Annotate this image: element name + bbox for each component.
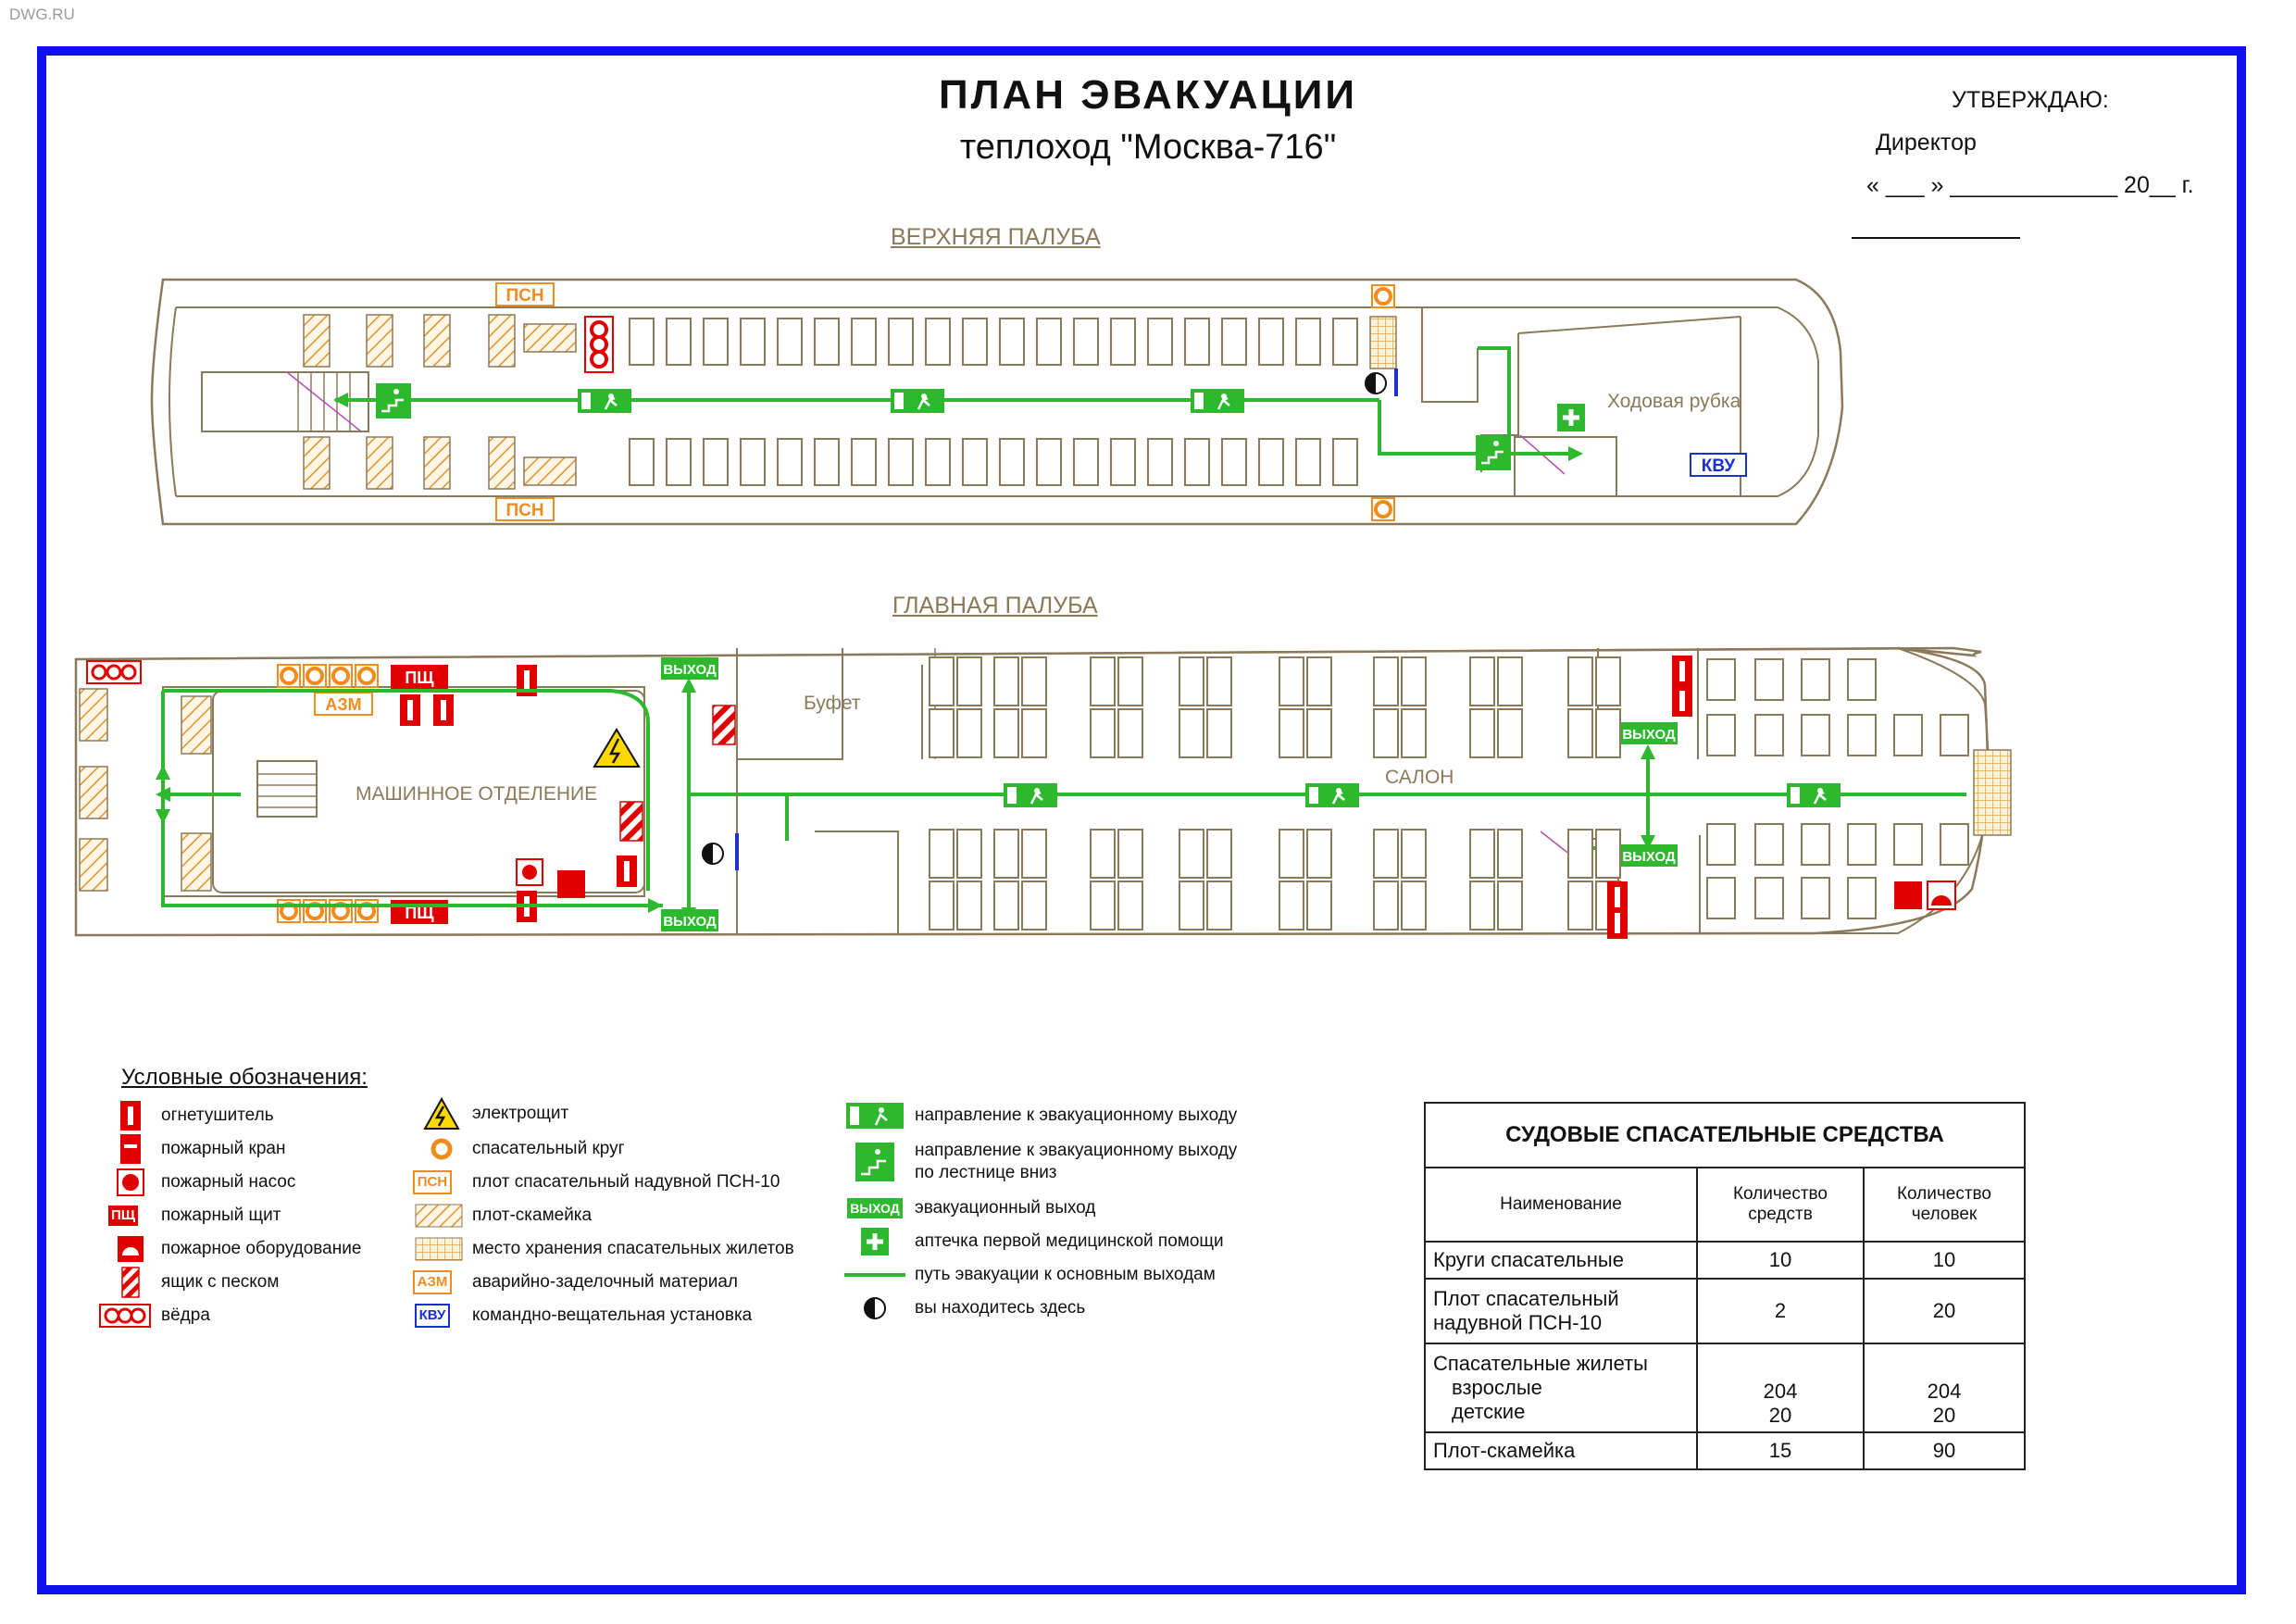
legend-life-ring: спасательный круг — [418, 1135, 625, 1163]
seat — [963, 439, 987, 485]
seat — [1279, 881, 1304, 930]
seat — [1307, 657, 1331, 706]
engine-room-label: МАШИННОЕ ОТДЕЛЕНИЕ — [356, 783, 598, 805]
legend-fire-pump: пожарный насос — [107, 1168, 295, 1196]
seat — [1848, 715, 1876, 756]
seat — [778, 319, 802, 365]
seat — [1118, 657, 1142, 706]
azm-tag: АЗМ — [325, 695, 362, 714]
seat — [994, 881, 1018, 930]
seat — [994, 657, 1018, 706]
seat — [930, 709, 954, 757]
legend-life-jacket-storage: место хранения спасательных жилетов — [413, 1235, 794, 1263]
exit-tag-4: ВЫХОД — [1622, 849, 1676, 865]
seat — [1568, 709, 1592, 757]
seat — [957, 709, 981, 757]
seat — [1037, 319, 1061, 365]
watermark: DWG.RU — [9, 6, 75, 23]
exit-tag-2: ВЫХОД — [663, 914, 717, 930]
legend-pa-system: КВУ командно-вещательная установка — [400, 1302, 752, 1330]
seat — [630, 319, 654, 365]
seat — [1498, 709, 1522, 757]
fire-equipment-icon — [107, 1235, 154, 1263]
seat — [1148, 439, 1172, 485]
seat — [1074, 439, 1098, 485]
legend-title: Условные обозначения: — [121, 1065, 368, 1090]
seat — [1568, 830, 1592, 878]
you-are-here-icon — [842, 1294, 907, 1322]
sand-box-icon — [107, 1268, 154, 1296]
seat — [1848, 659, 1876, 700]
seat — [667, 439, 691, 485]
extinguisher-icon — [107, 1102, 154, 1130]
seat — [1402, 709, 1426, 757]
seat — [1296, 319, 1320, 365]
seat — [1185, 439, 1209, 485]
fire-hydrant-icon — [107, 1135, 154, 1163]
seat — [1207, 657, 1231, 706]
seat — [1402, 881, 1426, 930]
seat — [704, 319, 728, 365]
fire-shield-icon: ПЩ — [93, 1202, 154, 1230]
table-row: Спасательные жилеты взрослые детские 204 20 204 20 — [1425, 1343, 2025, 1432]
seat — [994, 709, 1018, 757]
seat — [889, 439, 913, 485]
table-caption: СУДОВЫЕ СПАСАТЕЛЬНЫЕ СРЕДСТВА — [1425, 1103, 2025, 1168]
seat — [957, 881, 981, 930]
buffet-label: Буфет — [804, 693, 861, 714]
buckets-icon — [96, 1302, 154, 1330]
seat — [1802, 878, 1829, 918]
seat — [1333, 319, 1357, 365]
seat — [1374, 881, 1398, 930]
electric-panel-icon — [418, 1100, 465, 1128]
approve-label: УТВЕРЖДАЮ: — [1952, 87, 2109, 113]
seat — [1179, 881, 1204, 930]
seat — [1940, 824, 1968, 865]
seat — [957, 830, 981, 878]
exit-tag-1: ВЫХОД — [663, 662, 717, 678]
upper-deck-label: ВЕРХНЯЯ ПАЛУБА — [891, 224, 1101, 250]
seat — [1207, 881, 1231, 930]
kvu-tag: КВУ — [1701, 456, 1736, 476]
table-row: Круги спасательные 10 10 — [1425, 1242, 2025, 1279]
psn-tag-bottom: ПСН — [505, 501, 544, 520]
wheelhouse-label: Ходовая рубка — [1607, 391, 1741, 412]
seat — [741, 439, 765, 485]
seat — [1374, 830, 1398, 878]
seat — [1091, 709, 1115, 757]
header-name: Наименование — [1425, 1168, 1697, 1242]
seat — [1707, 824, 1735, 865]
approval-date: « ___ » _____________ 20__ г. — [1866, 172, 2194, 198]
seat — [1498, 881, 1522, 930]
seat — [1707, 715, 1735, 756]
seat — [1091, 657, 1115, 706]
table-row: Плот-скамейка 15 90 — [1425, 1432, 2025, 1469]
seat — [1185, 319, 1209, 365]
seat — [630, 439, 654, 485]
life-ring-icon — [418, 1135, 465, 1163]
seat — [1894, 715, 1922, 756]
main-deck-plan — [76, 648, 2011, 939]
seat — [926, 439, 950, 485]
seat — [1470, 657, 1494, 706]
seat — [1755, 659, 1783, 700]
life-raft-icon: ПСН — [400, 1168, 465, 1196]
seat — [741, 319, 765, 365]
upper-deck-plan — [152, 280, 1842, 524]
seat — [1118, 881, 1142, 930]
seat — [1296, 439, 1320, 485]
seat — [1222, 439, 1246, 485]
seat — [1022, 657, 1046, 706]
seat — [1848, 824, 1876, 865]
seat — [1000, 439, 1024, 485]
seat — [1470, 830, 1494, 878]
seat — [1022, 709, 1046, 757]
seat — [930, 657, 954, 706]
seat — [1568, 657, 1592, 706]
seat — [1179, 657, 1204, 706]
seat — [1755, 878, 1783, 918]
seat — [889, 319, 913, 365]
header-people: Количество человек — [1864, 1168, 2025, 1242]
seat — [1074, 319, 1098, 365]
seat — [994, 830, 1018, 878]
seat — [1022, 881, 1046, 930]
exit-sign-icon: ВЫХОД — [842, 1194, 907, 1222]
legend-evacuation-path: путь эвакуации к основным выходам — [842, 1261, 1216, 1289]
legend-exit-sign: ВЫХОД эвакуационный выход — [842, 1194, 1095, 1222]
seat — [1374, 709, 1398, 757]
seat — [1000, 319, 1024, 365]
seat — [1802, 824, 1829, 865]
seat — [1118, 830, 1142, 878]
legend-emergency-material: АЗМ аварийно-заделочный материал — [400, 1268, 738, 1296]
seat — [1402, 657, 1426, 706]
legend-fire-hydrant: пожарный кран — [107, 1135, 285, 1163]
seat — [957, 657, 981, 706]
seat — [926, 319, 950, 365]
seat — [1596, 830, 1620, 878]
seat — [815, 319, 839, 365]
seat — [1259, 439, 1283, 485]
fire-shield-tag-bottom: ПЩ — [405, 904, 434, 922]
seat — [1179, 709, 1204, 757]
seat — [1568, 881, 1592, 930]
legend-you-are-here: вы находитесь здесь — [842, 1294, 1085, 1322]
page-title: ПЛАН ЭВАКУАЦИИ — [938, 72, 1358, 118]
first-aid-icon — [842, 1228, 907, 1255]
seat — [1498, 657, 1522, 706]
seat — [1279, 830, 1304, 878]
legend-sand-box: ящик с песком — [107, 1268, 279, 1296]
header-qty: Количество средств — [1697, 1168, 1864, 1242]
seat — [1259, 319, 1283, 365]
legend-exit-stairs-down: направление к эвакуационному выходу по лестнице вниз — [842, 1139, 1237, 1185]
seat — [1498, 830, 1522, 878]
seat — [1596, 709, 1620, 757]
director-label: Директор — [1876, 130, 1977, 156]
seat — [1802, 659, 1829, 700]
seat — [963, 319, 987, 365]
seat — [1894, 824, 1922, 865]
seat — [1596, 657, 1620, 706]
seat — [1279, 709, 1304, 757]
raft-bench-icon — [413, 1202, 465, 1230]
page-subtitle: теплоход "Москва-716" — [959, 128, 1337, 167]
seat — [815, 439, 839, 485]
fire-shield-tag-top: ПЩ — [405, 668, 434, 687]
seat — [930, 881, 954, 930]
legend-raft-bench: плот-скамейка — [413, 1202, 592, 1230]
salon-label: САЛОН — [1385, 767, 1454, 788]
seat — [1940, 715, 1968, 756]
legend-exit-direction: направление к эвакуационному выходу — [842, 1102, 1237, 1130]
table-row: Плот спасательный надувной ПСН-10 2 20 — [1425, 1279, 2025, 1343]
seat — [1307, 830, 1331, 878]
seat — [1802, 715, 1829, 756]
seat — [1111, 319, 1135, 365]
exit-tag-3: ВЫХОД — [1622, 727, 1676, 743]
legend-fire-equipment: пожарное оборудование — [107, 1235, 361, 1263]
seat — [1333, 439, 1357, 485]
exit-direction-icon — [842, 1102, 907, 1130]
seat — [1207, 830, 1231, 878]
legend-life-raft: ПСН плот спасательный надувной ПСН-10 — [400, 1168, 780, 1196]
seat — [1707, 659, 1735, 700]
seat — [1307, 709, 1331, 757]
seat — [1470, 709, 1494, 757]
seat — [1207, 709, 1231, 757]
seat — [1279, 657, 1304, 706]
seat — [1118, 709, 1142, 757]
seat — [1307, 881, 1331, 930]
seat — [1148, 319, 1172, 365]
seat — [1091, 830, 1115, 878]
life-jacket-storage-icon — [413, 1235, 465, 1263]
seat — [1111, 439, 1135, 485]
seat — [778, 439, 802, 485]
legend-first-aid: аптечка первой медицинской помощи — [842, 1228, 1224, 1255]
main-deck-label: ГЛАВНАЯ ПАЛУБА — [892, 593, 1098, 618]
seat — [852, 439, 876, 485]
legend-fire-shield: ПЩ пожарный щит — [93, 1202, 281, 1230]
fire-pump-icon — [107, 1168, 154, 1196]
psn-tag-top: ПСН — [505, 286, 544, 306]
seat — [1374, 657, 1398, 706]
emergency-material-icon: АЗМ — [400, 1268, 465, 1296]
legend-extinguisher: огнетушитель — [107, 1102, 274, 1130]
seat — [1755, 824, 1783, 865]
seat — [1402, 830, 1426, 878]
seat — [667, 319, 691, 365]
seat — [852, 319, 876, 365]
seat — [1037, 439, 1061, 485]
pa-system-icon: КВУ — [400, 1302, 465, 1330]
exit-stairs-down-icon — [842, 1141, 907, 1183]
evacuation-path-icon — [842, 1261, 907, 1289]
seat — [1755, 715, 1783, 756]
seat — [930, 830, 954, 878]
seat — [1091, 881, 1115, 930]
seat — [1707, 878, 1735, 918]
legend-electric-panel: электрощит — [418, 1100, 568, 1128]
seat — [1179, 830, 1204, 878]
seat — [1470, 881, 1494, 930]
seat — [1022, 830, 1046, 878]
seat — [1848, 878, 1876, 918]
seat — [1222, 319, 1246, 365]
seat — [704, 439, 728, 485]
lifesaving-table — [1424, 1102, 2026, 1470]
legend-buckets: вёдра — [96, 1302, 210, 1330]
